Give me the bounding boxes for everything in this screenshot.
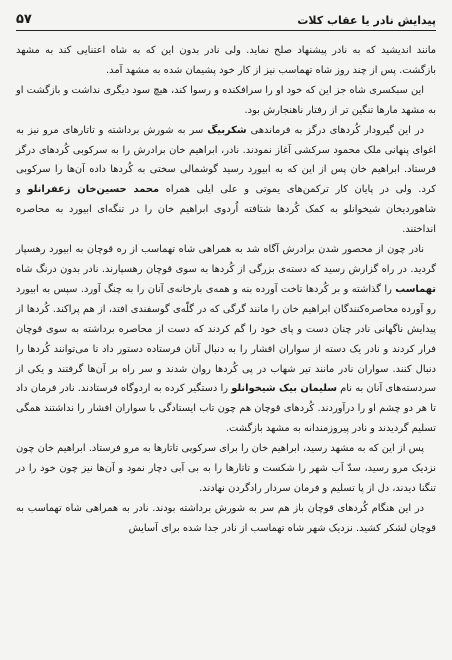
paragraph <box>16 41 436 81</box>
body-text <box>16 41 436 539</box>
paragraph-text: پس از این که به مشهد رسید، ابراهیم خان را برای سرکوبی تاتارها به مرو فرستاد. ابراهیم خان چون نزدیک مرو رسید، سدّ آب شهر را شکست و تاتارها را به بی آبی دچار نمود و آن‌ها نیز چون خود را در تنگنا دیدند، دل از پا تسلیم و فرمان سردار رادگردن نهادند. <box>16 443 436 494</box>
bold-name: تهماسب <box>395 283 436 295</box>
paragraph <box>16 81 436 121</box>
paragraph <box>16 499 436 539</box>
paragraph-text: را گذاشته و بر کُردها تاخت آورده بنه و همه‌ی بارخانه‌ی آنان را به چنگ آورد. سپس به ابیورد رو آورده محاصره‌کنندگان ابراهیم خان را مانند گرگی که در گلّه‌ی گوسفندی افتد، از هم پراکند. کُردها از پیدایش ناگهانی نادر چنان دست و پای خود را گم کردند که دست از محاصره برداشته به سوی قوچان فرار کردند و نادر یک دسته از سواران افشار را به دنبال آنان فرستاده دستور داد تا می‌توانند کُردها را دنبال کنند. سواران نادر مانند تیر شهاب در پی کُردها روان شدند و سر راه بر آن‌ها گرفتند و یکی از سردسته‌های آنان به نام <box>16 283 436 395</box>
bold-name: شکربیگ <box>207 124 247 136</box>
page-number: ۵۷ <box>16 12 32 27</box>
paragraph-text: سر به شورش برداشته و تاتارهای مرو نیز به اغوای پنهانی ملک محمود سرکشی آغاز نمودند. نادر، ابراهیم خان برادرش را به سرکوبی کُردهای درگز فرستاد. ابراهیم خان پس از این که به ابیورد رسید گوشمالی سختی به کُردها داده آن‌ها را سرکوبی کرد. ولی در پایان کار ترکمن‌های یموتی و علی ایلی همراه <box>16 124 436 196</box>
paragraph <box>16 240 436 439</box>
paragraph <box>16 121 436 240</box>
paragraph-text: را دستگیر کرده به اردوگاه فرستادند. نادر فرمان داد تا هر دو چشم او را درآوردند. کُردهای قوچان هم چون تاب ایستادگی با سواران افشار را نداشتند همگی تسلیم گردیدند و نادر پیروزمندانه به مشهد بازگشت. <box>16 383 436 435</box>
paragraph <box>16 439 436 499</box>
paragraph-text: نادر چون از محصور شدن برادرش آگاه شد به همراهی شاه تهماسب از ره قوچان به ابیورد رهسپار گردید. در راه گزارش رسید که دسته‌ی بزرگی از کُردها به سوی قوچان رهسپارند. نادر بدون درنگ شاه <box>16 244 436 275</box>
paragraph-text: در این هنگام کُردهای قوچان باز هم سر به شورش برداشته بودند. نادر به همراهی شاه تهماسب به قوچان لشکر کشید. نزدیک شهر شاه تهماسب از نادر جدا شده برای آسایش <box>16 502 436 534</box>
running-title: پیدایش نادر یا عقاب کلات <box>297 14 436 27</box>
bold-name: محمد حسین‌خان زعفرانلو <box>27 184 160 196</box>
bold-name: سلیمان بیک شیخوانلو <box>231 383 337 395</box>
paragraph-text: مانند اندیشید که به نادر پیشنهاد صلح نماید. ولی نادر بدون این که به شاه اعتنایی کند به مشهد بازگشت. پس از چند روز شاه تهماسب نیز از کار خود پشیمان شده به مشهد آمد. <box>16 45 436 76</box>
page-header <box>16 8 436 31</box>
paragraph-text: در این گیرودار کُردهای درگز به فرماندهی <box>246 124 425 136</box>
paragraph-text: این سبکسری شاه جز این که خود او را سرافکنده و رسوا کند، هیچ سود دیگری نداشت و بازگشت او به مشهد مارها تنگین تر از رفتار ناهنجارش بود. <box>16 84 436 116</box>
paragraph-text: و شاهوردیخان شیخوانلو به کمک کُردها شتافته اُردوی ابراهیم خان را در تنگه‌ای ابیورد به محاصره انداختند. <box>16 184 436 236</box>
